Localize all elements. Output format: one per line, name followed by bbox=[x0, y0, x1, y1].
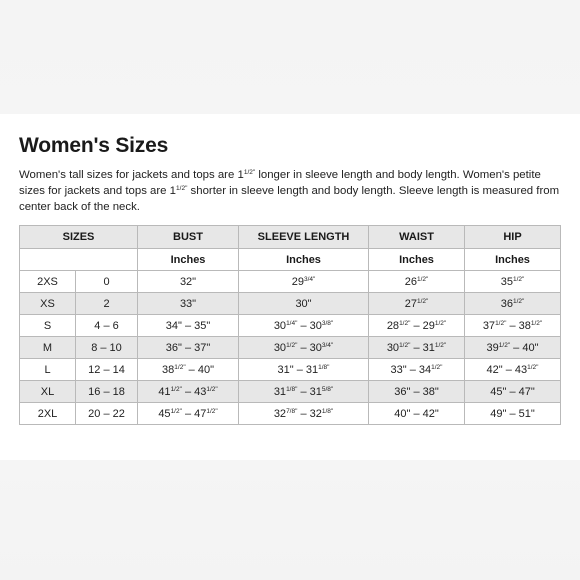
header-sizes: SIZES bbox=[20, 226, 138, 249]
cell-bust bbox=[138, 315, 239, 337]
units-hip: Inches bbox=[465, 249, 561, 271]
cell-value-text: 29 bbox=[291, 275, 304, 288]
fraction-superscript: 1/8" bbox=[321, 407, 334, 415]
cell-waist bbox=[369, 271, 465, 293]
page-title: Women's Sizes bbox=[19, 134, 169, 157]
cell-waist bbox=[369, 359, 465, 381]
description-text: shorter in sleeve length and body length. Sleeve length is measured from center back of the neck. bbox=[19, 185, 560, 213]
table-row bbox=[20, 315, 561, 337]
fraction-superscript: 1/2" bbox=[243, 169, 256, 176]
cell-sleeve bbox=[239, 293, 369, 315]
cell-value-text: 26 bbox=[404, 275, 417, 288]
table-body bbox=[20, 271, 561, 425]
fraction-superscript: 1/2" bbox=[174, 363, 186, 371]
cell-waist bbox=[369, 337, 465, 359]
header-waist: WAIST bbox=[369, 226, 465, 249]
fraction-superscript: 3/8" bbox=[321, 319, 334, 327]
units-sleeve-length: Inches bbox=[239, 249, 369, 271]
fraction-superscript: 1/2" bbox=[286, 341, 298, 349]
header-sleeve-length: SLEEVE LENGTH bbox=[239, 226, 369, 249]
cell-size: S bbox=[20, 315, 76, 337]
cell-waist bbox=[369, 381, 465, 403]
fraction-superscript: 1/2" bbox=[498, 341, 511, 349]
fraction-superscript: 3/4" bbox=[321, 341, 334, 349]
cell-sleeve bbox=[239, 337, 369, 359]
units-waist: Inches bbox=[369, 249, 465, 271]
cell-value-text: 34" – 35" bbox=[165, 319, 211, 332]
cell-numeric-size: 20 – 22 bbox=[76, 403, 138, 425]
cell-value-text: 49" – 51" bbox=[490, 407, 535, 420]
cell-value-text: 27 bbox=[404, 297, 417, 310]
cell-value-text: 31" – 31 bbox=[277, 363, 319, 376]
fraction-superscript: 1/2" bbox=[434, 341, 447, 349]
fraction-superscript: 5/8" bbox=[321, 385, 334, 393]
cell-waist bbox=[369, 403, 465, 425]
cell-size: M bbox=[20, 337, 76, 359]
size-chart-card bbox=[0, 114, 580, 460]
fraction-superscript: 7/8" bbox=[286, 407, 298, 415]
cell-hip bbox=[465, 315, 561, 337]
cell-value-text: – 30 bbox=[297, 341, 322, 354]
fraction-superscript: 1/2" bbox=[206, 407, 218, 415]
table-row bbox=[20, 359, 561, 381]
fraction-superscript: 1/4" bbox=[286, 319, 298, 327]
cell-value-text: 36" – 38" bbox=[394, 385, 439, 398]
cell-value-text: 30 bbox=[273, 319, 287, 332]
cell-size: L bbox=[20, 359, 76, 381]
fraction-superscript: 1/2" bbox=[399, 319, 411, 327]
cell-value-text: 42" – 43 bbox=[486, 363, 528, 376]
cell-hip bbox=[465, 403, 561, 425]
fraction-superscript: 1/2" bbox=[512, 297, 525, 305]
cell-numeric-size: 16 – 18 bbox=[76, 381, 138, 403]
header-bust: BUST bbox=[138, 226, 239, 249]
size-description bbox=[19, 167, 564, 215]
cell-value-text: 30 bbox=[386, 341, 400, 354]
table-row bbox=[20, 403, 561, 425]
cell-bust bbox=[138, 271, 239, 293]
cell-value-text: 35 bbox=[500, 275, 513, 288]
cell-size: 2XL bbox=[20, 403, 76, 425]
fraction-superscript: 1/2" bbox=[434, 319, 447, 327]
cell-value-text: 41 bbox=[158, 385, 171, 398]
units-empty-cell bbox=[20, 249, 138, 271]
table-units-row bbox=[20, 249, 561, 271]
cell-value-text: 40" – 42" bbox=[394, 407, 439, 420]
fraction-superscript: 1/2" bbox=[530, 319, 543, 327]
fraction-superscript: 1/2" bbox=[527, 363, 539, 371]
cell-value-text: – 31 bbox=[410, 341, 435, 354]
cell-value-text: – 38 bbox=[506, 319, 531, 332]
fraction-superscript: 1/8" bbox=[286, 385, 298, 393]
cell-value-text: 45" – 47" bbox=[490, 385, 535, 398]
cell-value-text: 37 bbox=[482, 319, 496, 332]
cell-value-text: 38 bbox=[162, 363, 175, 376]
cell-numeric-size: 8 – 10 bbox=[76, 337, 138, 359]
units-bust: Inches bbox=[138, 249, 239, 271]
cell-value-text: 36 bbox=[500, 297, 513, 310]
table-header-row bbox=[20, 226, 561, 249]
cell-value-text: 31 bbox=[273, 385, 287, 398]
fraction-superscript: 1/2" bbox=[416, 297, 429, 305]
cell-bust bbox=[138, 403, 239, 425]
cell-hip bbox=[465, 271, 561, 293]
cell-value-text: 36" – 37" bbox=[165, 341, 211, 354]
cell-sleeve bbox=[239, 381, 369, 403]
cell-value-text: 30" bbox=[295, 297, 312, 310]
cell-value-text: – 31 bbox=[297, 385, 322, 398]
fraction-superscript: 1/2" bbox=[176, 185, 188, 192]
cell-value-text: – 30 bbox=[297, 319, 322, 332]
description-text: Women's tall sizes for jackets and tops are 1 bbox=[19, 169, 244, 181]
fraction-superscript: 3/4" bbox=[303, 275, 316, 283]
cell-waist bbox=[369, 293, 465, 315]
fraction-superscript: 1/2" bbox=[512, 275, 525, 283]
cell-size: XL bbox=[20, 381, 76, 403]
cell-value-text: 39 bbox=[486, 341, 499, 354]
fraction-superscript: 1/2" bbox=[170, 407, 182, 415]
cell-value-text: – 32 bbox=[297, 407, 322, 420]
description-text: longer in sleeve length and body length. Women's petite sizes for jackets and tops are 1 bbox=[19, 169, 541, 197]
cell-value-text: 45 bbox=[158, 407, 171, 420]
cell-sleeve bbox=[239, 403, 369, 425]
cell-value-text: – 29 bbox=[410, 319, 435, 332]
cell-value-text: – 40" bbox=[185, 363, 214, 376]
table-row bbox=[20, 271, 561, 293]
cell-hip bbox=[465, 293, 561, 315]
cell-value-text: – 47 bbox=[181, 407, 207, 420]
cell-value-text: 32" bbox=[179, 275, 197, 288]
cell-size: XS bbox=[20, 293, 76, 315]
fraction-superscript: 1/8" bbox=[318, 363, 330, 371]
fraction-superscript: 1/2" bbox=[170, 385, 182, 393]
fraction-superscript: 1/2" bbox=[416, 275, 429, 283]
cell-value-text: – 43 bbox=[181, 385, 207, 398]
fraction-superscript: 1/2" bbox=[495, 319, 507, 327]
cell-sleeve bbox=[239, 315, 369, 337]
cell-waist bbox=[369, 315, 465, 337]
fraction-superscript: 1/2" bbox=[431, 363, 443, 371]
cell-numeric-size: 2 bbox=[76, 293, 138, 315]
table-row bbox=[20, 337, 561, 359]
cell-bust bbox=[138, 293, 239, 315]
cell-value-text: 33" – 34 bbox=[390, 363, 432, 376]
cell-value-text: 28 bbox=[386, 319, 400, 332]
header-hip: HIP bbox=[465, 226, 561, 249]
cell-numeric-size: 4 – 6 bbox=[76, 315, 138, 337]
cell-value-text: 32 bbox=[273, 407, 287, 420]
size-table bbox=[19, 225, 561, 425]
cell-size: 2XS bbox=[20, 271, 76, 293]
cell-value-text: – 40" bbox=[510, 341, 539, 354]
table-row bbox=[20, 381, 561, 403]
cell-hip bbox=[465, 381, 561, 403]
cell-sleeve bbox=[239, 359, 369, 381]
table-row bbox=[20, 293, 561, 315]
fraction-superscript: 1/2" bbox=[399, 341, 411, 349]
cell-value-text: 33" bbox=[179, 297, 197, 310]
fraction-superscript: 1/2" bbox=[206, 385, 218, 393]
cell-bust bbox=[138, 381, 239, 403]
cell-value-text: 30 bbox=[273, 341, 287, 354]
cell-hip bbox=[465, 359, 561, 381]
cell-numeric-size: 12 – 14 bbox=[76, 359, 138, 381]
cell-numeric-size: 0 bbox=[76, 271, 138, 293]
cell-bust bbox=[138, 359, 239, 381]
cell-sleeve bbox=[239, 271, 369, 293]
cell-hip bbox=[465, 337, 561, 359]
cell-bust bbox=[138, 337, 239, 359]
